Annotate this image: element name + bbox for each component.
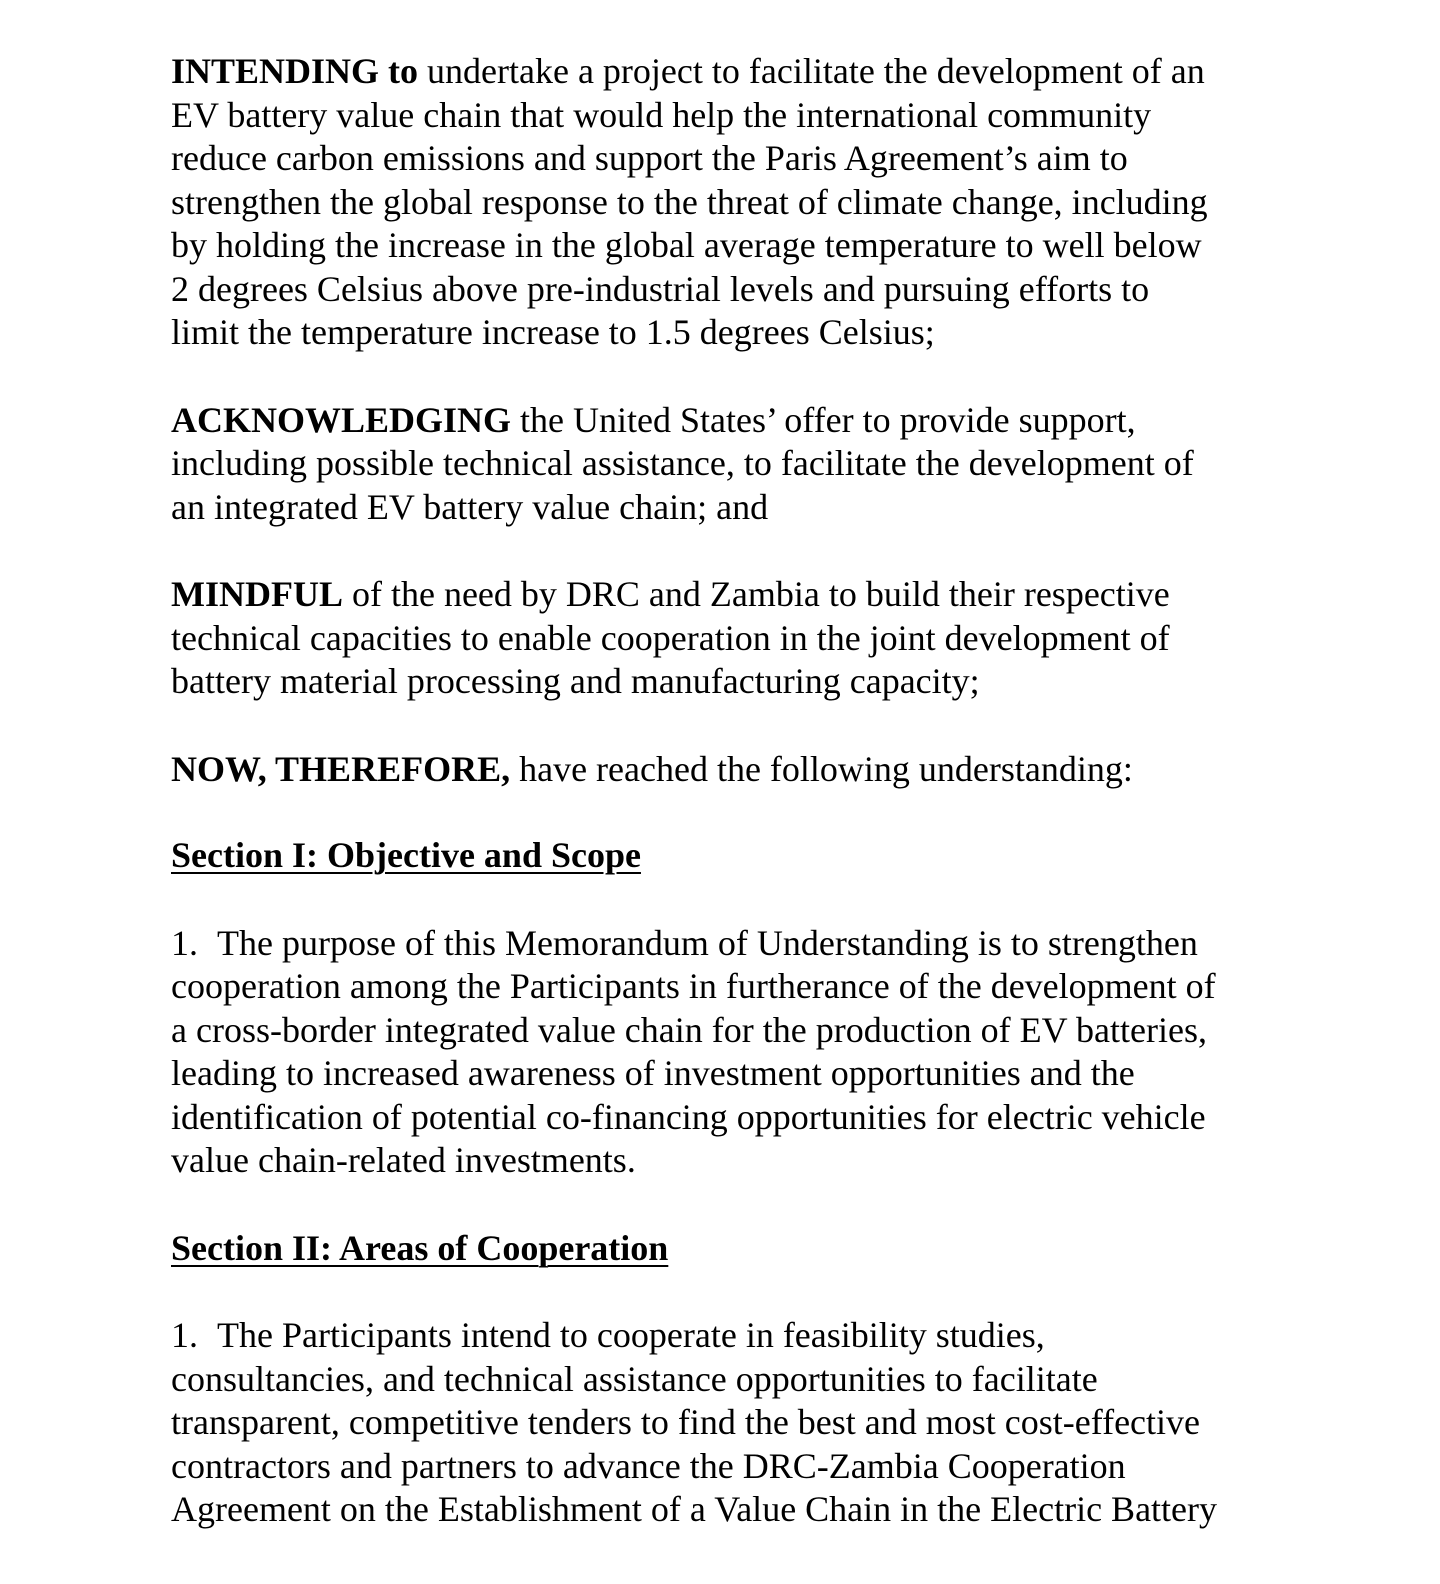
text-line: 1. The Participants intend to cooperate in feasibility studies, (171, 1314, 1291, 1358)
item-number: 1. (171, 922, 198, 963)
paragraph-gap (171, 529, 1291, 573)
text-line: NOW, THEREFORE, have reached the following understanding: (171, 748, 1133, 789)
section-1-heading-block (171, 834, 1291, 878)
text-line: identification of potential co-financing opportunities for electric vehicle (171, 1096, 1206, 1137)
text-line: battery material processing and manufacturing capacity; (171, 661, 980, 701)
text-line: an integrated EV battery value chain; and (171, 486, 769, 527)
text-line: 1. The purpose of this Memorandum of Understanding is to strengthen (171, 922, 1291, 966)
text-line: including possible technical assistance, to facilitate the development of (171, 443, 1194, 483)
section-2-item-1 (171, 1314, 1291, 1532)
text-line: transparent, competitive tenders to find the best and most cost-effective (171, 1402, 1201, 1442)
text-line: consultancies, and technical assistance opportunities to facilitate (171, 1358, 1098, 1399)
intending-paragraph (171, 50, 1291, 355)
section-2-heading: Section II: Areas of Cooperation (171, 1227, 669, 1268)
text-line: ACKNOWLEDGING the United States’ offer to provide support, (171, 399, 1136, 440)
paragraph-gap (171, 878, 1291, 922)
text-line: leading to increased awareness of investment opportunities and the (171, 1053, 1135, 1093)
text-line: 2 degrees Celsius above pre-industrial levels and pursuing efforts to (171, 268, 1150, 309)
text-line: cooperation among the Participants in furtherance of the development of (171, 966, 1216, 1006)
text-line: Agreement on the Establishment of a Value Chain in the Electric Battery (171, 1489, 1218, 1529)
paragraph-gap (171, 355, 1291, 399)
item-number: 1. (171, 1315, 198, 1355)
section-1-heading: Section I: Objective and Scope (171, 835, 641, 875)
acknowledging-paragraph (171, 399, 1291, 530)
therefore-lead: NOW, THEREFORE, (171, 748, 511, 789)
text-line: by holding the increase in the global average temperature to well below (171, 225, 1202, 265)
document-page (171, 50, 1291, 1532)
text-line: limit the temperature increase to 1.5 degrees Celsius; (171, 312, 935, 352)
mindful-paragraph (171, 573, 1291, 704)
text-line: strengthen the global response to the threat of climate change, including (171, 181, 1208, 222)
section-2-heading-block (171, 1227, 1291, 1271)
acknowledging-lead: ACKNOWLEDGING (171, 399, 512, 440)
paragraph-gap (171, 1270, 1291, 1314)
text-line: a cross-border integrated value chain for the production of EV batteries, (171, 1009, 1207, 1050)
text-line: reduce carbon emissions and support the Paris Agreement’s aim to (171, 138, 1128, 178)
text-line: technical capacities to enable cooperation in the joint development of (171, 617, 1170, 658)
text-line: value chain-related investments. (171, 1140, 636, 1180)
section-1-item-1 (171, 922, 1291, 1183)
text-line: EV battery value chain that would help the international community (171, 94, 1152, 135)
therefore-paragraph (171, 748, 1291, 792)
text-line: contractors and partners to advance the DRC-Zambia Cooperation (171, 1445, 1126, 1486)
text-line: MINDFUL of the need by DRC and Zambia to build their respective (171, 574, 1170, 614)
paragraph-gap (171, 791, 1291, 834)
paragraph-gap (171, 1183, 1291, 1227)
text-line: INTENDING to undertake a project to facilitate the development of an (171, 51, 1205, 91)
paragraph-gap (171, 704, 1291, 748)
intending-lead: INTENDING to (171, 51, 419, 91)
mindful-lead: MINDFUL (171, 574, 343, 614)
